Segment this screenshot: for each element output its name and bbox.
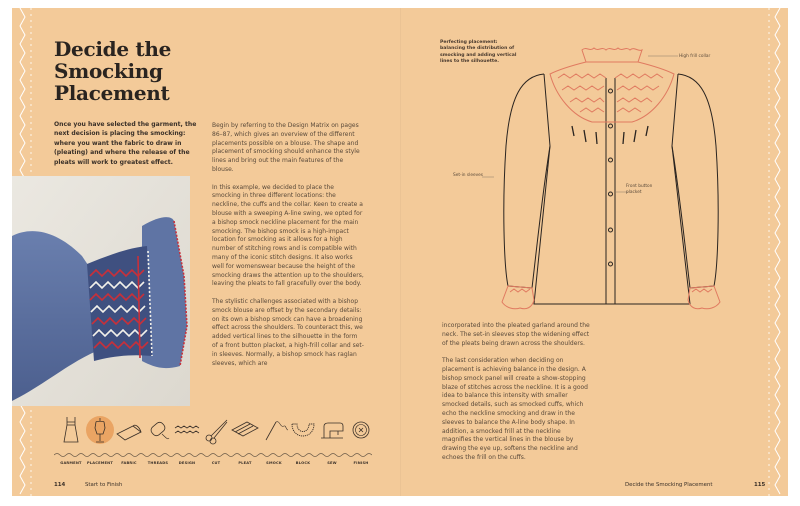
page-number-right: 115 bbox=[754, 482, 766, 488]
wavy-divider bbox=[54, 452, 372, 458]
page-gutter bbox=[400, 8, 401, 496]
step-finish[interactable] bbox=[344, 410, 378, 468]
step-label: BLOCK bbox=[295, 461, 311, 465]
body-paragraph: incorporated into the pleated garland around the neck. The set-in sleeves stop the widening effect of the pleats being drawn across the shoulders. bbox=[442, 322, 590, 347]
label-set-in-sleeves: Set-in sleeves bbox=[453, 173, 484, 178]
step-label: CUT bbox=[211, 461, 221, 465]
step-label: PLEAT bbox=[238, 461, 252, 465]
running-footer-left: Start to Finish bbox=[85, 482, 123, 488]
step-label: PLACEMENT bbox=[86, 461, 114, 465]
blouse-left-sleeve bbox=[504, 74, 550, 288]
button-icon bbox=[345, 414, 377, 446]
running-footer-right: Decide the Smocking Placement bbox=[625, 482, 713, 488]
title-line: Placement bbox=[54, 81, 170, 105]
body-paragraph: The stylistic challenges associated with a bishop smock blouse are offset by the secondary details: on its own a bishop smock can have a broadening effect across the shoulders. To counteract this, we added vertical lines to the silhouette in the form of a front button placket, a high-frill collar and set-in sleeves. Normally, a bishop smock has raglan sleeves, which are bbox=[212, 297, 364, 367]
blouse-right-sleeve bbox=[672, 74, 718, 288]
step-label: FINISH bbox=[353, 461, 369, 465]
step-label: SEW bbox=[327, 461, 337, 465]
process-steps-bar bbox=[54, 410, 372, 468]
title-line: Smocking bbox=[54, 59, 163, 83]
step-label: SMOCK bbox=[266, 461, 282, 465]
body-column-right bbox=[442, 322, 592, 472]
smocked-cuff-photo bbox=[12, 176, 190, 406]
page-title bbox=[54, 38, 214, 104]
label-high-frill-collar: High frill collar bbox=[679, 54, 711, 59]
body-paragraph: Begin by referring to the Design Matrix on pages 86–87, which gives an overview of the different placements possible on a blouse. The shape and placement of smocking should enhance the style lines and bring out the main features of the blouse. bbox=[212, 122, 360, 173]
blouse-illustration bbox=[482, 46, 742, 316]
body-column-left bbox=[212, 122, 364, 377]
body-paragraph: The last consideration when deciding on placement is achieving balance in the design. A bishop smock panel will create a show-stopping blaze of stitches across the neckline. It is a good idea to balance this intensity with smaller smocked details, such as smocked cuffs, which echo the neckline smocking and draw in the sleeves to balance the A-line body shape. In addition, a smocked frill at the neckline magnifies the vertical lines in the blouse by drawing the eye up, softens the neckline and echoes the frill on the cuffs. bbox=[442, 357, 588, 461]
step-label: FABRIC bbox=[121, 461, 137, 465]
step-label: GARMENT bbox=[60, 461, 82, 465]
title-line: Decide the bbox=[54, 37, 172, 61]
smocked-band bbox=[87, 246, 152, 361]
label-front-button-placket: Front button placket bbox=[626, 184, 653, 195]
body-paragraph: In this example, we decided to place the smocking in three different locations: the neckline, the cuffs and the collar. Keen to create a blouse with a sweeping A-line swing, we opted for a bishop smock neckline placement for the main smocking. The bishop smock is a high-impact location for smocking as it allows for a high number of stitching rows and is compatible with many of the iconic stitch designs. It also works well for womenswear because the height of the smocking draws the attention up to the shoulders, leaving the pleats to fall gracefully over the body. bbox=[212, 183, 364, 288]
step-label: THREADS bbox=[147, 461, 169, 465]
blouse-body bbox=[534, 74, 690, 304]
zigzag-border-right bbox=[766, 8, 788, 496]
lead-paragraph: Once you have selected the garment, the next decision is placing the smocking: where you want the fabric to draw in (pleating) and where the release of the pleats will work to greatest effect. bbox=[54, 121, 197, 166]
book-spread bbox=[12, 8, 788, 496]
page-number-left: 114 bbox=[54, 482, 66, 488]
placket-buttons bbox=[609, 89, 613, 266]
step-label: DESIGN bbox=[178, 461, 196, 465]
illustration-caption: Perfecting placement: balancing the distribution of smocking and adding vertical lines to the silhouette. bbox=[440, 40, 517, 65]
frill-collar bbox=[582, 48, 642, 62]
